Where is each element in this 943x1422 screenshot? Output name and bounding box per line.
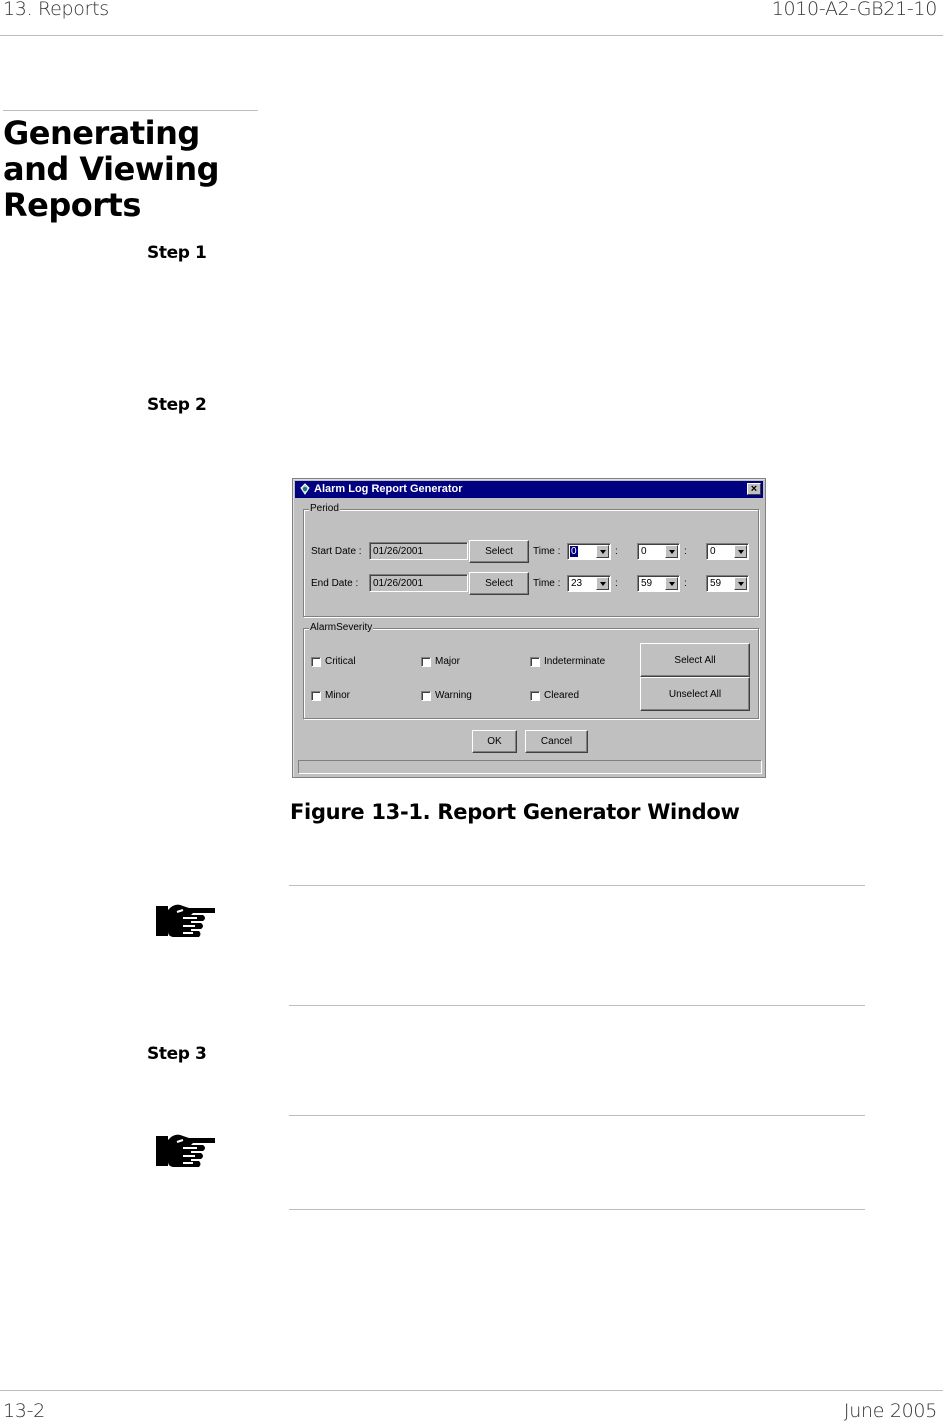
end-hour-value: 23 (571, 578, 583, 589)
chevron-down-icon[interactable] (734, 545, 747, 558)
start-colon-1: : (615, 546, 618, 557)
end-second-value: 59 (710, 578, 722, 589)
chevron-down-icon[interactable] (596, 545, 609, 558)
section-title-line-2: and Viewing (3, 150, 220, 188)
end-colon-1: : (615, 578, 618, 589)
start-date-select-button[interactable]: Select (469, 540, 529, 563)
running-header-right: 1010-A2-GB21-10 (771, 0, 937, 20)
cancel-button[interactable]: Cancel (525, 730, 588, 753)
start-colon-2: : (684, 546, 687, 557)
indeterminate-checkbox[interactable] (530, 657, 540, 667)
step-1-label: Step 1 (147, 243, 207, 263)
section-rule (3, 110, 258, 111)
close-button[interactable] (747, 483, 761, 495)
start-minute-value: 0 (641, 546, 647, 557)
figure-caption: Figure 13-1. Report Generator Window (290, 800, 740, 824)
dialog-titlebar (295, 481, 763, 498)
header-rule (0, 35, 943, 36)
critical-label: Critical (325, 656, 356, 667)
running-header-left: 13. Reports (3, 0, 109, 20)
end-date-select-button[interactable]: Select (469, 572, 529, 595)
end-date-field[interactable]: 01/26/2001 (369, 574, 468, 592)
warning-checkbox[interactable] (421, 691, 431, 701)
major-checkbox[interactable] (421, 657, 431, 667)
period-group (303, 503, 759, 617)
running-footer-left: 13-2 (3, 1400, 45, 1422)
note-2-top-rule (289, 1115, 865, 1116)
ok-button[interactable]: OK (472, 730, 517, 753)
critical-checkbox[interactable] (311, 657, 321, 667)
end-minute-combo[interactable] (637, 575, 680, 592)
start-second-combo[interactable] (706, 543, 749, 560)
start-date-label: Start Date : (311, 546, 362, 557)
end-date-label: End Date : (311, 578, 359, 589)
end-second-combo[interactable] (706, 575, 749, 592)
section-title (3, 115, 219, 223)
start-second-value: 0 (710, 546, 716, 557)
java-cup-icon (299, 483, 311, 495)
unselect-all-button[interactable]: Unselect All (640, 677, 750, 711)
chevron-down-icon[interactable] (665, 545, 678, 558)
pointing-hand-icon (153, 898, 219, 940)
start-time-label: Time : (533, 546, 561, 557)
section-title-line-3: Reports (3, 186, 141, 224)
end-colon-2: : (684, 578, 687, 589)
period-legend: Period (310, 503, 339, 514)
step-2-label: Step 2 (147, 395, 207, 415)
cleared-label: Cleared (544, 690, 580, 701)
warning-label: Warning (435, 690, 472, 701)
alarm-severity-legend: AlarmSeverity (310, 622, 373, 633)
minor-checkbox[interactable] (311, 691, 321, 701)
chevron-down-icon[interactable] (596, 577, 609, 590)
start-minute-combo[interactable] (637, 543, 680, 560)
report-generator-dialog (292, 478, 766, 778)
close-icon: × (750, 483, 758, 495)
section-title-line-1: Generating (3, 114, 200, 152)
chevron-down-icon[interactable] (665, 577, 678, 590)
note-1-top-rule (289, 885, 865, 886)
end-minute-value: 59 (641, 578, 653, 589)
chevron-down-icon[interactable] (734, 577, 747, 590)
note-1-bottom-rule (289, 1005, 865, 1006)
step-3-label: Step 3 (147, 1044, 207, 1064)
running-footer-right: June 2005 (843, 1400, 937, 1422)
major-label: Major (435, 656, 461, 667)
cleared-checkbox[interactable] (530, 691, 540, 701)
note-2-bottom-rule (289, 1209, 865, 1210)
dialog-title: Alarm Log Report Generator (314, 483, 463, 495)
select-all-button[interactable]: Select All (640, 643, 750, 677)
pointing-hand-icon (153, 1128, 219, 1170)
alarm-severity-group (303, 622, 759, 719)
end-hour-combo[interactable] (567, 575, 611, 592)
end-time-label: Time : (533, 578, 561, 589)
start-date-field[interactable]: 01/26/2001 (369, 542, 468, 560)
start-hour-combo[interactable] (567, 543, 611, 560)
indeterminate-label: Indeterminate (544, 656, 606, 667)
start-hour-value: 0 (571, 546, 577, 557)
minor-label: Minor (325, 690, 351, 701)
footer-rule (0, 1390, 943, 1391)
dialog-status-bar (298, 760, 762, 774)
